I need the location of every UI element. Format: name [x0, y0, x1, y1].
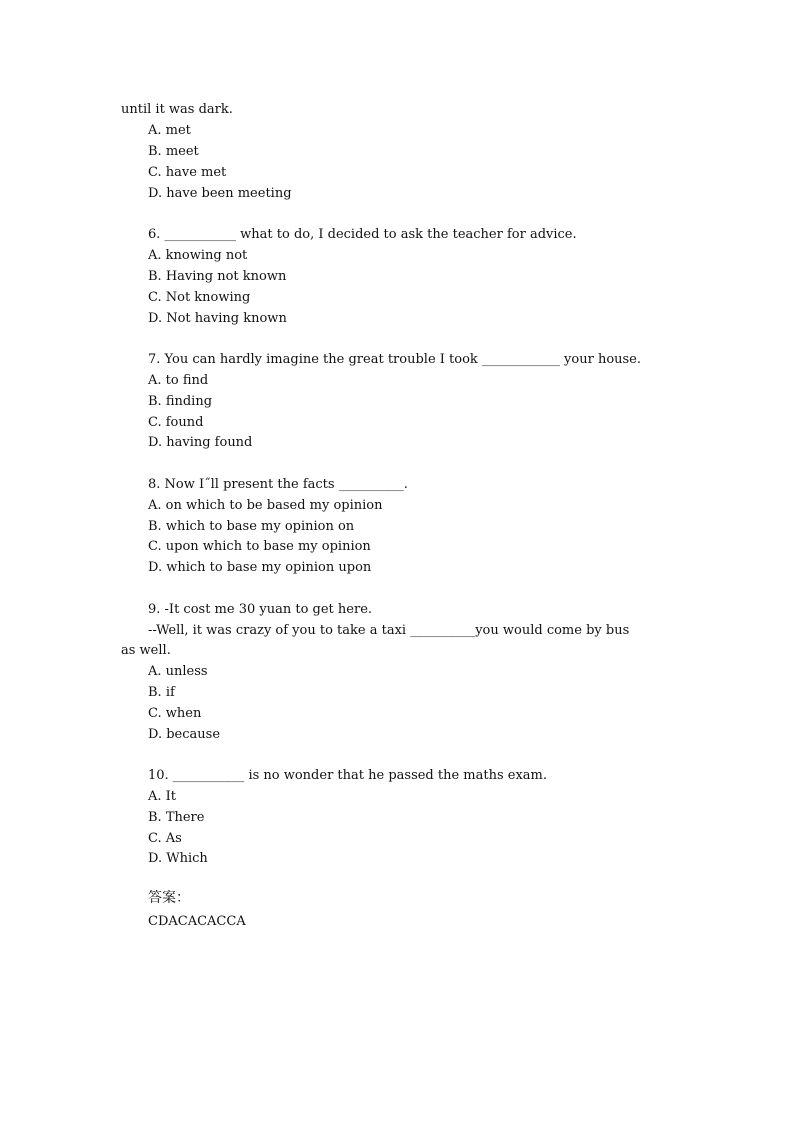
- question-6-stem: 6. ___________ what to do, I decided to ask the teacher for advice.: [148, 227, 577, 242]
- answer-label: 答案：: [148, 890, 190, 906]
- question-8-stem: 8. Now I˝ll present the facts __________.: [148, 477, 408, 492]
- question-9-stem-line-3: as well.: [121, 643, 171, 658]
- question-6-option-b: B. Having not known: [148, 269, 287, 284]
- question-9-stem-line-1: 9. -It cost me 30 yuan to get here.: [148, 602, 373, 617]
- question-7-option-b: B. finding: [148, 394, 213, 409]
- question-7-stem: 7. You can hardly imagine the great trouble I took ____________ your house.: [148, 352, 642, 367]
- question-6-option-a: A. knowing not: [148, 248, 248, 263]
- question-9-stem-line-2: --Well, it was crazy of you to take a taxi __________you would come by bus: [148, 623, 630, 638]
- question-7-option-d: D. having found: [148, 435, 253, 450]
- question-9-option-c: C. when: [148, 706, 202, 721]
- question-5-option-c: C. have met: [148, 165, 227, 180]
- question-5-option-d: D. have been meeting: [148, 186, 292, 201]
- question-8-option-a: A. on which to be based my opinion: [148, 498, 383, 513]
- question-5-option-a: A. met: [148, 123, 191, 138]
- question-6-option-d: D. Not having known: [148, 311, 287, 326]
- question-10-option-a: A. It: [148, 789, 177, 804]
- question-10-option-d: D. Which: [148, 851, 208, 866]
- question-7-option-a: A. to find: [148, 373, 209, 388]
- question-6-option-c: C. Not knowing: [148, 290, 251, 305]
- question-8-option-c: C. upon which to base my opinion: [148, 539, 371, 554]
- question-7-option-c: C. found: [148, 415, 204, 430]
- question-8-option-d: D. which to base my opinion upon: [148, 560, 372, 575]
- question-10-option-c: C. As: [148, 831, 182, 846]
- question-5-stem-tail: until it was dark.: [121, 102, 233, 117]
- question-9-option-b: B. if: [148, 685, 175, 700]
- question-8-option-b: B. which to base my opinion on: [148, 519, 355, 534]
- question-5-option-b: B. meet: [148, 144, 199, 159]
- question-9-option-a: A. unless: [148, 664, 208, 679]
- question-10-option-b: B. There: [148, 810, 205, 825]
- question-10-stem: 10. ___________ is no wonder that he passed the maths exam.: [148, 768, 548, 783]
- question-9-option-d: D. because: [148, 727, 221, 742]
- answer-key: CDACACACCA: [148, 914, 246, 929]
